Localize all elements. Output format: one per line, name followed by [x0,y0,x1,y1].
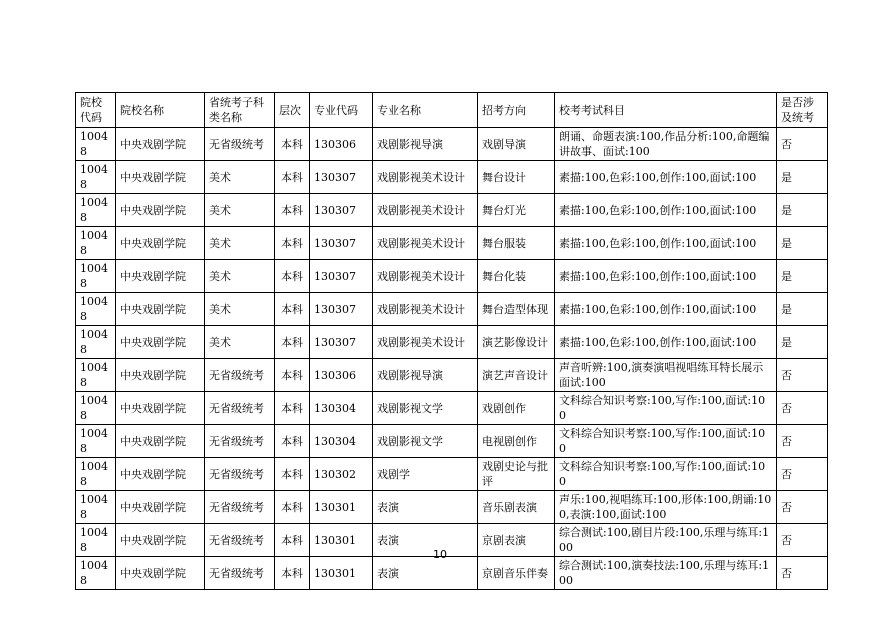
cell-unified-exam: 否 [777,524,828,557]
table-row [76,161,828,194]
cell-level: 本科 [275,326,310,359]
cell-subcategory: 无省级统考 [205,425,275,458]
cell-school-name: 中央戏剧学院 [116,359,205,392]
table-header-row [76,93,828,128]
cell-level: 本科 [275,425,310,458]
cell-unified-exam: 否 [777,425,828,458]
header-subcategory: 省统考子科类名称 [205,93,275,128]
cell-major-name: 戏剧影视导演 [373,359,478,392]
cell-major-code: 130301 [310,557,373,590]
cell-school-code: 10048 [76,293,116,326]
cell-direction: 舞台造型体现 [478,293,555,326]
table-row [76,425,828,458]
cell-subcategory: 无省级统考 [205,491,275,524]
cell-unified-exam: 否 [777,458,828,491]
header-school-code: 院校代码 [76,93,116,128]
cell-major-code: 130307 [310,326,373,359]
cell-direction: 舞台服装 [478,227,555,260]
cell-level: 本科 [275,458,310,491]
cell-school-name: 中央戏剧学院 [116,557,205,590]
cell-exam-subjects: 素描:100,色彩:100,创作:100,面试:100 [555,260,777,293]
cell-unified-exam: 是 [777,227,828,260]
table-row [76,458,828,491]
cell-level: 本科 [275,524,310,557]
cell-direction: 音乐剧表演 [478,491,555,524]
cell-level: 本科 [275,491,310,524]
cell-subcategory: 无省级统考 [205,524,275,557]
cell-major-name: 戏剧影视美术设计 [373,260,478,293]
cell-major-code: 130307 [310,293,373,326]
cell-unified-exam: 否 [777,392,828,425]
cell-subcategory: 美术 [205,194,275,227]
cell-major-name: 表演 [373,557,478,590]
cell-exam-subjects: 文科综合知识考察:100,写作:100,面试:100 [555,425,777,458]
cell-school-code: 10048 [76,491,116,524]
cell-subcategory: 无省级统考 [205,557,275,590]
header-level: 层次 [275,93,310,128]
cell-direction: 演艺影像设计 [478,326,555,359]
cell-school-name: 中央戏剧学院 [116,425,205,458]
cell-exam-subjects: 素描:100,色彩:100,创作:100,面试:100 [555,194,777,227]
header-exam-subjects: 校考考试科目 [555,93,777,128]
cell-major-code: 130307 [310,260,373,293]
cell-school-code: 10048 [76,326,116,359]
cell-exam-subjects: 声音听辨:100,演奏演唱视唱练耳特长展示面试:100 [555,359,777,392]
cell-major-name: 戏剧影视美术设计 [373,194,478,227]
cell-direction: 电视剧创作 [478,425,555,458]
table-row [76,491,828,524]
cell-subcategory: 美术 [205,161,275,194]
cell-major-code: 130306 [310,359,373,392]
cell-subcategory: 美术 [205,227,275,260]
cell-subcategory: 无省级统考 [205,359,275,392]
cell-school-code: 10048 [76,557,116,590]
cell-direction: 京剧音乐伴奏 [478,557,555,590]
cell-major-code: 130302 [310,458,373,491]
cell-major-name: 戏剧学 [373,458,478,491]
cell-major-code: 130301 [310,491,373,524]
cell-unified-exam: 否 [777,128,828,161]
cell-major-name: 表演 [373,491,478,524]
cell-major-name: 戏剧影视美术设计 [373,161,478,194]
cell-direction: 演艺声音设计 [478,359,555,392]
table-row [76,293,828,326]
cell-school-name: 中央戏剧学院 [116,293,205,326]
header-school-name: 院校名称 [116,93,205,128]
cell-unified-exam: 否 [777,557,828,590]
cell-unified-exam: 是 [777,194,828,227]
cell-school-name: 中央戏剧学院 [116,524,205,557]
table-row [76,557,828,590]
cell-major-code: 130304 [310,392,373,425]
cell-school-name: 中央戏剧学院 [116,227,205,260]
cell-school-code: 10048 [76,359,116,392]
cell-level: 本科 [275,260,310,293]
cell-level: 本科 [275,194,310,227]
table-row [76,392,828,425]
cell-school-code: 10048 [76,458,116,491]
cell-major-code: 130307 [310,227,373,260]
cell-school-code: 10048 [76,128,116,161]
cell-school-name: 中央戏剧学院 [116,458,205,491]
cell-level: 本科 [275,293,310,326]
cell-exam-subjects: 声乐:100,视唱练耳:100,形体:100,朗诵:100,表演:100,面试:100 [555,491,777,524]
cell-school-code: 10048 [76,161,116,194]
cell-unified-exam: 是 [777,326,828,359]
cell-exam-subjects: 文科综合知识考察:100,写作:100,面试:100 [555,392,777,425]
table-row [76,194,828,227]
cell-unified-exam: 是 [777,260,828,293]
cell-unified-exam: 是 [777,161,828,194]
admissions-table [75,92,828,590]
header-major-name: 专业名称 [373,93,478,128]
cell-major-code: 130307 [310,194,373,227]
page-number: 10 [433,548,447,561]
cell-school-code: 10048 [76,260,116,293]
cell-direction: 戏剧导演 [478,128,555,161]
cell-subcategory: 美术 [205,326,275,359]
cell-major-code: 130304 [310,425,373,458]
cell-subcategory: 无省级统考 [205,128,275,161]
cell-direction: 舞台化装 [478,260,555,293]
cell-school-name: 中央戏剧学院 [116,392,205,425]
cell-subcategory: 美术 [205,293,275,326]
cell-school-name: 中央戏剧学院 [116,326,205,359]
cell-exam-subjects: 综合测试:100,演奏技法:100,乐理与练耳:100 [555,557,777,590]
cell-direction: 舞台设计 [478,161,555,194]
cell-subcategory: 美术 [205,260,275,293]
cell-level: 本科 [275,359,310,392]
cell-school-name: 中央戏剧学院 [116,161,205,194]
header-major-code: 专业代码 [310,93,373,128]
cell-subcategory: 无省级统考 [205,392,275,425]
cell-direction: 戏剧史论与批评 [478,458,555,491]
cell-exam-subjects: 素描:100,色彩:100,创作:100,面试:100 [555,227,777,260]
cell-exam-subjects: 文科综合知识考察:100,写作:100,面试:100 [555,458,777,491]
cell-level: 本科 [275,128,310,161]
cell-exam-subjects: 综合测试:100,剧目片段:100,乐理与练耳:100 [555,524,777,557]
cell-level: 本科 [275,227,310,260]
cell-major-name: 戏剧影视美术设计 [373,293,478,326]
cell-exam-subjects: 朗诵、命题表演:100,作品分析:100,命题编讲故事、面试:100 [555,128,777,161]
cell-level: 本科 [275,161,310,194]
cell-exam-subjects: 素描:100,色彩:100,创作:100,面试:100 [555,161,777,194]
header-direction: 招考方向 [478,93,555,128]
cell-major-name: 戏剧影视美术设计 [373,227,478,260]
cell-unified-exam: 是 [777,293,828,326]
table-row [76,227,828,260]
cell-school-name: 中央戏剧学院 [116,128,205,161]
cell-exam-subjects: 素描:100,色彩:100,创作:100,面试:100 [555,326,777,359]
cell-level: 本科 [275,557,310,590]
cell-school-name: 中央戏剧学院 [116,491,205,524]
cell-direction: 京剧表演 [478,524,555,557]
table-row [76,326,828,359]
cell-school-name: 中央戏剧学院 [116,260,205,293]
cell-school-code: 10048 [76,425,116,458]
cell-school-code: 10048 [76,392,116,425]
cell-major-name: 戏剧影视导演 [373,128,478,161]
cell-major-code: 130301 [310,524,373,557]
table-row [76,359,828,392]
table-row [76,260,828,293]
cell-unified-exam: 否 [777,491,828,524]
cell-school-code: 10048 [76,194,116,227]
cell-school-name: 中央戏剧学院 [116,194,205,227]
header-unified-exam: 是否涉及统考 [777,93,828,128]
cell-major-name: 表演 [373,524,478,557]
cell-direction: 舞台灯光 [478,194,555,227]
cell-major-code: 130307 [310,161,373,194]
cell-major-name: 戏剧影视美术设计 [373,326,478,359]
cell-major-name: 戏剧影视文学 [373,425,478,458]
cell-major-code: 130306 [310,128,373,161]
table-row [76,128,828,161]
cell-unified-exam: 否 [777,359,828,392]
cell-school-code: 10048 [76,524,116,557]
cell-exam-subjects: 素描:100,色彩:100,创作:100,面试:100 [555,293,777,326]
cell-direction: 戏剧创作 [478,392,555,425]
cell-subcategory: 无省级统考 [205,458,275,491]
cell-major-name: 戏剧影视文学 [373,392,478,425]
cell-school-code: 10048 [76,227,116,260]
cell-level: 本科 [275,392,310,425]
